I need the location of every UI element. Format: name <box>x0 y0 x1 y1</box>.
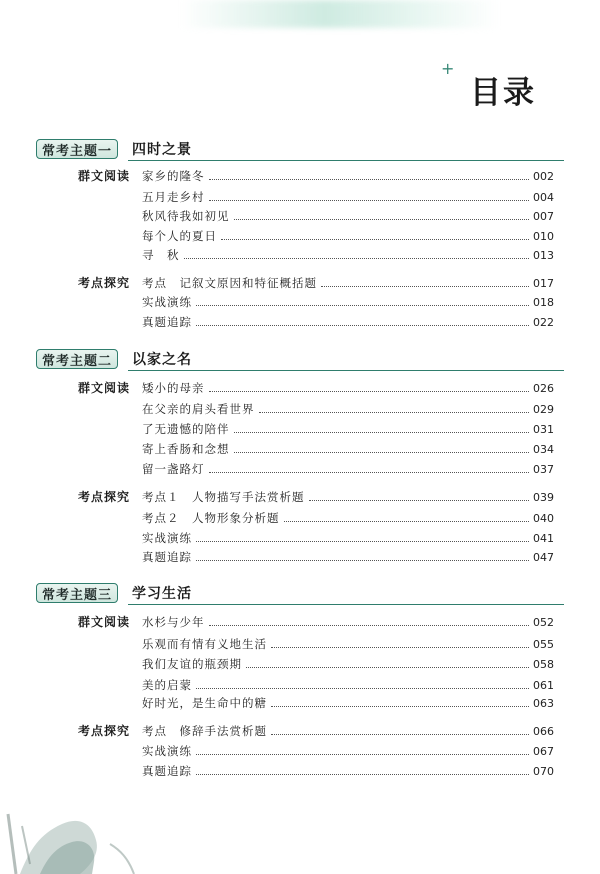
theme-title: 学习生活 <box>132 586 192 602</box>
entry-title: 考点 修辞手法赏析题 <box>142 724 267 738</box>
toc-entry[interactable] <box>142 247 554 263</box>
toc-entry[interactable] <box>142 743 554 759</box>
entry-title: 秋风待我如初见 <box>142 209 230 223</box>
toc-entry[interactable] <box>142 294 554 310</box>
theme-header <box>36 138 192 160</box>
group-label: 群文阅读 <box>78 615 131 629</box>
entry-page-number: 063 <box>533 696 554 710</box>
entry-page-number: 039 <box>533 490 554 504</box>
dot-leader <box>209 200 530 201</box>
toc-entry[interactable] <box>142 380 554 396</box>
group-label: 考点探究 <box>78 276 131 290</box>
dot-leader <box>259 412 530 413</box>
theme-title: 以家之名 <box>132 352 192 368</box>
dot-leader <box>271 706 529 707</box>
toc-entry[interactable] <box>142 461 554 477</box>
dot-leader <box>209 179 530 180</box>
dot-leader <box>209 391 530 392</box>
dot-leader <box>196 305 529 306</box>
entry-page-number: 040 <box>533 511 554 525</box>
entry-title: 实战演练 <box>142 531 192 545</box>
entry-page-number: 061 <box>533 678 554 692</box>
dot-leader <box>284 521 530 522</box>
toc-entry[interactable] <box>142 695 554 711</box>
toc-entry[interactable] <box>142 208 554 224</box>
entry-title: 每个人的夏日 <box>142 229 217 243</box>
entry-page-number: 058 <box>533 657 554 671</box>
theme-divider <box>128 604 564 605</box>
toc-entry[interactable] <box>142 421 554 437</box>
toc-entry[interactable] <box>142 614 554 630</box>
entry-page-number: 066 <box>533 724 554 738</box>
dot-leader <box>271 647 529 648</box>
toc-entry[interactable] <box>142 489 554 505</box>
dot-leader <box>234 432 530 433</box>
entry-title: 在父亲的肩头看世界 <box>142 402 255 416</box>
entry-title: 乐观而有情有义地生活 <box>142 637 267 651</box>
entry-page-number: 004 <box>533 190 554 204</box>
dot-leader <box>196 688 529 689</box>
entry-page-number: 029 <box>533 402 554 416</box>
dot-leader <box>209 472 530 473</box>
toc-entry[interactable] <box>142 401 554 417</box>
dot-leader <box>209 625 530 626</box>
dot-leader <box>196 754 529 755</box>
group-label: 群文阅读 <box>78 381 131 395</box>
entry-title: 留一盏路灯 <box>142 462 205 476</box>
dot-leader <box>321 286 529 287</box>
entry-page-number: 018 <box>533 295 554 309</box>
toc-entry[interactable] <box>142 441 554 457</box>
entry-title: 家乡的隆冬 <box>142 169 205 183</box>
group-label: 考点探究 <box>78 490 131 504</box>
entry-title: 真题追踪 <box>142 315 192 329</box>
toc-entry[interactable] <box>142 636 554 652</box>
entry-page-number: 007 <box>533 209 554 223</box>
toc-entry[interactable] <box>142 189 554 205</box>
entry-title: 实战演练 <box>142 744 192 758</box>
toc-entry[interactable] <box>142 314 554 330</box>
entry-page-number: 067 <box>533 744 554 758</box>
theme-header <box>36 582 192 604</box>
theme-badge: 常考主题三 <box>36 583 118 603</box>
entry-page-number: 034 <box>533 442 554 456</box>
toc-entry[interactable] <box>142 510 554 526</box>
toc-entry[interactable] <box>142 275 554 291</box>
theme-divider <box>128 370 564 371</box>
entry-page-number: 037 <box>533 462 554 476</box>
entry-page-number: 022 <box>533 315 554 329</box>
decorative-ink-art <box>0 754 160 874</box>
group-label: 考点探究 <box>78 724 131 738</box>
theme-header <box>36 348 192 370</box>
entry-title: 考点１ 人物描写手法赏析题 <box>142 490 305 504</box>
entry-page-number: 070 <box>533 764 554 778</box>
theme-divider <box>128 160 564 161</box>
dot-leader <box>196 774 529 775</box>
entry-title: 考点 记叙文原因和特征概括题 <box>142 276 317 290</box>
toc-entry[interactable] <box>142 549 554 565</box>
entry-page-number: 013 <box>533 248 554 262</box>
dot-leader <box>196 325 529 326</box>
entry-title: 水杉与少年 <box>142 615 205 629</box>
dot-leader <box>309 500 530 501</box>
entry-title: 寻 秋 <box>142 248 180 262</box>
entry-title: 矮小的母亲 <box>142 381 205 395</box>
dot-leader <box>221 239 529 240</box>
page-title: 目录 <box>470 75 536 111</box>
dot-leader <box>234 219 530 220</box>
toc-entry[interactable] <box>142 723 554 739</box>
entry-title: 我们友谊的瓶颈期 <box>142 657 242 671</box>
decorative-top-wash <box>180 0 500 28</box>
entry-page-number: 047 <box>533 550 554 564</box>
entry-title: 好时光，是生命中的糖 <box>142 696 267 710</box>
entry-title: 考点２ 人物形象分析题 <box>142 511 280 525</box>
toc-entry[interactable] <box>142 656 554 672</box>
entry-page-number: 052 <box>533 615 554 629</box>
dot-leader <box>234 452 530 453</box>
entry-title: 五月走乡村 <box>142 190 205 204</box>
toc-entry[interactable] <box>142 228 554 244</box>
toc-entry[interactable] <box>142 763 554 779</box>
dot-leader <box>246 667 529 668</box>
dot-leader <box>184 258 530 259</box>
dot-leader <box>271 734 529 735</box>
entry-page-number: 026 <box>533 381 554 395</box>
theme-title: 四时之景 <box>132 142 192 158</box>
toc-entry[interactable] <box>142 677 554 693</box>
entry-page-number: 041 <box>533 531 554 545</box>
toc-entry[interactable] <box>142 530 554 546</box>
decorative-plus-mark: + <box>441 59 455 78</box>
dot-leader <box>196 541 529 542</box>
entry-title: 美的启蒙 <box>142 678 192 692</box>
entry-page-number: 055 <box>533 637 554 651</box>
entry-page-number: 010 <box>533 229 554 243</box>
theme-badge: 常考主题一 <box>36 139 118 159</box>
entry-title: 真题追踪 <box>142 764 192 778</box>
toc-entry[interactable] <box>142 168 554 184</box>
dot-leader <box>196 560 529 561</box>
entry-page-number: 002 <box>533 169 554 183</box>
entry-page-number: 031 <box>533 422 554 436</box>
entry-title: 了无遗憾的陪伴 <box>142 422 230 436</box>
theme-badge: 常考主题二 <box>36 349 118 369</box>
entry-title: 实战演练 <box>142 295 192 309</box>
entry-page-number: 017 <box>533 276 554 290</box>
entry-title: 真题追踪 <box>142 550 192 564</box>
entry-title: 寄上香肠和念想 <box>142 442 230 456</box>
group-label: 群文阅读 <box>78 169 131 183</box>
